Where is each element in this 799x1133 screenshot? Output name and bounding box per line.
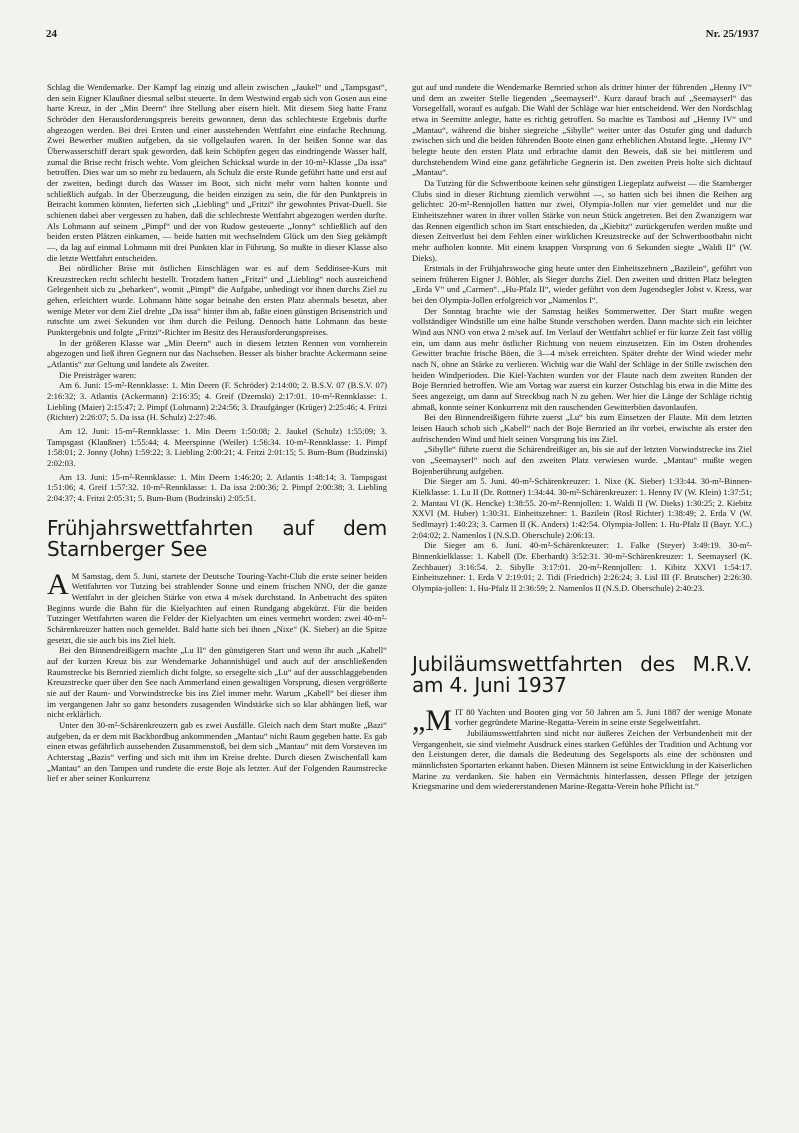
- paragraph: Unter den 30-m²-Schärenkreuzern gab es zwei Ausfälle. Gleich nach dem Start mußte „Bazi“ aufgeben, da er dem mit Backbordbug ankommenden „Mantau“ nicht Raum gegeben hatte. Es gab einen etwas gefährlich aussehenden Zusammenstoß, bei dem sich „Mantau“ mit dem Vorsteven im Achterstag „Bazis“ verfing und sich mit ihm im Kreise drehte. Durch diesen Zwischenfall kam „Mantau“ an den Tampen und rundete die erste Boje als letzter. Auf der Folgenden Raumstrecke lief er aber seiner Konkurrenz: [47, 719, 387, 784]
- article-heading: Jubiläumswettfahrten des M.R.V. am 4. Juni 1937: [412, 651, 752, 698]
- paragraph: Der Sonntag brachte wie der Samstag heißes Sommerwetter. Der Start mußte wegen vollständiger Windstille um eine halbe Stunde verschoben werden. Dann machte sich ein leichter Wind aus NNO von etwa 2 m/sek auf. Im Verlauf der Wettfahrt schlief er für kurze Zeit fast völlig ein, um dann aus mehr östlicher Richtung von neuem einzusetzen. Ein im Osten drohendes Gewitter brachte frische Böen, die 3—4 m/sek erreichten. Später drehte der Wind wieder mehr nach N, ohne an Stärke zu verlieren. Wichtig war die Wahl der Schläge in der Stille zwischen den beiden Windperioden. Die Kiel-Yachten wurden vor der Flaute nach dem zweiten Runden der Boje Bernried betroffen. Wie am Vortag war zuerst ein kurzer Ostschlag bis etwa in die Mitte des Sees angezeigt, um dann auf Streckbug nach N zu gehen. Wer hier die Länge der Schläge richtig abmaß, konnte seiner Konkurrenz mit den rauschenden Gewitterböen davonlaufen.: [412, 305, 752, 412]
- article-heading: Frühjahrswettfahrten auf dem Starnberger See: [47, 515, 387, 562]
- paragraph: Bei den Binnendreißigern führte zuerst „Lu“ bis zum Einsetzen der Flaute. Mit dem letzten leisen Hauch schob sich „Kabell“ nach der Boje Bernried an ihr vorbei, erwischte als erster den aufrischenden Wind und hielt seinen Vorsprung bis ins Ziel.: [412, 412, 752, 444]
- drop-cap: A: [47, 567, 69, 601]
- results-paragraph: Am 6. Juni: 15-m²-Rennklasse: 1. Min Deern (F. Schröder) 2:14:00; 2. B.S.V. 07 (B.S.V. 07) 2:16:32; 3. Atlantis (Ackermann) 2:16:35; 4. Greif (Dzemski) 2:17:01. 10-m²-Rennklasse: 1. Liebling (Maier) 2:15:47; 2. Pimpf (Lohmann) 2:24:56; 3. Draufgänger (Krüger) 2:25:46; 4. Fritzi (Richter) 2:26:07; 5. Da issa (H. Schulz) 2:27:46.: [47, 380, 387, 423]
- left-column: [47, 82, 387, 784]
- right-column: [412, 82, 752, 792]
- issue-number: Nr. 25/1937: [705, 28, 759, 40]
- paragraph: Die Preisträger waren:: [59, 369, 137, 380]
- paragraph: Schlag die Wendemarke. Der Kampf lag einzig und allein zwischen „Jaukel“ und „Tampsgast“, den sein Eigner Klaußner diesmal selbst steuerte. In dem Westwind ergab sich von Gosen aus eine harte Kreuz, in der „Min Deern“ ihre Stellung aber eisern hielt. Mit diesem Sieg hatte Franz Schröder den Herausforderungspreis bereits gewonnen, denn das schlechteste Ergebnis durfte abgezogen werden. Bei drei Ersten und einer ausstehenden Wettfahrt eine einfache Rechnung. Zwei Bewerber mußten aufgeben, da sie vollgelaufen waren. In der heißen Sonne war das Überwasserschiff derart spak geworden, daß kein Schöpfen gegen das eindringende Wasser half, zumal die Brise recht frisch wehte. Vom gleichen Schicksal wurde in der 10-m²-Klasse „Da issa“ betroffen. Dies war um so mehr zu bedauern, als Schulz die erste Runde geführt hatte und erst auf der zweiten, bedingt durch das Wasser im Boot, sich nicht mehr vorn halten konnte und schließlich aufgab. In der Überzeugung, die beiden einzigen zu sein, die für den Punktpreis in Betracht kommen könnten, lieferten sich „Liebling“ und „Fritzi“ ihr gewohntes Privat-Duell. Sie schienen dabei aber vergessen zu haben, daß die schlechteste Wettfahrt abgezogen werden durfte. Als Lohmann auf seinem „Pimpf“ und der von Rudow gesteuerte „Jonny“ schließlich auf den beiden ersten Plätzen einkamen, — beide hatten mit wechselndem Glück um den Sieg gekämpft —, da lag auf einmal Lohmann mit drei Punkten klar in Führung. So mußte in dieser Klasse also die letzte Wettfahrt entscheiden.: [47, 82, 387, 263]
- paragraph-text: M Samstag, dem 5. Juni, startete der Deutsche Touring-Yacht-Club die erste seiner beiden Wettfahrten vor Tutzing bei strahlender Sonne und einem frischen NNO, der die ganze Wettfahrt in der gleichen Stärke von etwa 4 m/sek durchstand. In Anbetracht des späten Beginns wurde die Bahn für die Kielyachten auf einen Rundgang abgekürzt. Für die beiden Tutzinger Wettfahrten waren die Felder der Kielyachten um eines vermehrt worden: zwei 40-m²-Schärenkreuzer hatten noch gemeldet. Bald hatte sich bei ihnen „Nixe“ (K. Sieber) an die Spitze gesetzt, die sie auch bis ins Ziel hielt.: [47, 570, 387, 645]
- results-paragraph: Am 13. Juni: 15-m²-Rennklasse: 1. Min Deern 1:46:20; 2. Atlantis 1:48:14; 3. Tampsgast 1:51:06; 4. Greif 1:57:32. 10-m²-Rennklasse: 1. Da issa 2:00:36; 2. Pimpf 2:00:38; 3. Liebling 2:04:37; 4. Fritzi 2:05:31; 5. Bum-Bum (Budzinski) 2:05:51.: [47, 471, 387, 503]
- paragraph: In der größeren Klasse war „Min Deern“ auch in diesem letzten Rennen von vornherein abgezogen und ließ ihren Gegnern nur das Nachsehen. Besser als bisher brachte Ackermann seine „Atlantis“ zur Geltung und landete als Zweiter.: [47, 337, 387, 370]
- paragraph: „Sibylle“ führte zuerst die Schärendreißiger an, bis sie auf der letzten Vorwindstrecke ins Ziel von „Seemayserl“ noch auf den zweiten Platz verwiesen wurde. „Mantau“ mußte wegen Bojenberührung aufgeben.: [412, 444, 752, 476]
- results-paragraph: Die Sieger am 6. Juni. 40-m²-Schärenkreuzer: 1. Falke (Steyer) 3:49:19. 30-m²-Binnenkielklasse: 1. Kabell (Dr. Eberhardt) 3:52:31. 30-m²-Schärenkreuzer: 1. Seemayserl (K. Zechbauer) 3:16:54. 2. Sibylle 3:17:01. 20-m²-Rennjollen: 1. Kibitz XXVI 1:54:17. Einheitszehner: 1. Erda V 2:19:01; 2. Tidi (Friedrich) 2:26:24; 3. Lisl III (F. Brutscher) 2:26:30. Olympia-jollen: 1. Hu-Pfalz II 2:36:59; 2. Namenlos II (N.S.D. Oberschule) 2:40:23.: [412, 540, 752, 593]
- page-number: 24: [46, 28, 57, 40]
- paragraph: [412, 703, 752, 737]
- paragraph: Jubiläumswettfahrten sind nicht nur äußeres Zeichen der Verbundenheit mit der Vergangenheit, sie sind vielmehr Ausdruck eines starken Gefühles der Tradition und Achtung vor den Leistungen derer, die damals die Bedeutung des Segelsports als eine der schönsten und männlichsten Sportarten erkannt haben. Diesen Männern ist seine Entwicklung in der Kaiserlichen Marine zu verdanken. Sie haben ein Vermächtnis hinterlassen, dessen Pflege der jetzigen Kriegsmarine und dem wiedererstandenen Marine-Regatta-Verein hohe Pflicht ist.“: [412, 728, 752, 792]
- paragraph-text: IT 80 Yachten und Booten ging vor 50 Jahren am 5. Juni 1887 der wenige Monate vorher gegründete Marine-Regatta-Verein in seine erste Segelwettfahrt.: [455, 706, 752, 728]
- results-paragraph: Die Sieger am 5. Juni. 40-m²-Schärenkreuzer: 1. Nixe (K. Sieber) 1:33:44. 30-m²-Binnen-Kielklasse: 1. Lu II (Dr. Rottner) 1:34:44. 30-m²-Schärenkreuzer: 1. Henny IV (W. Klein) 1:37:51; 2. Mantau VI (K. Hencke) 1:38:55. 20-m²-Rennjollen: 1. Waldi II (W. Dieks) 1:30:25; 2. Kiebitz XXVI (M. Huber) 1:30:31. Einheitszehner: 1. Bazilein (Rosl Richter) 1:38:49; 2. Erda V (W. Sedlmayr) 1:40:23; 3. Carmen II (K. Anders) 1:42:54. Olympia-Jollen: 1. Hu-Pfalz II (Bayr. Y.C.) 2:04:02; 2. Namenlos I (N.S.D. Oberschule) 2:06:13.: [412, 476, 752, 540]
- paragraph: Erstmals in der Frühjahrswoche ging heute unter den Einheitszehnern „Bazilein“, geführt von seinem früheren Eigner J. Böhler, als Sieger durchs Ziel. Den zweiten und dritten Platz belegten „Erda V“ und „Carmen“. „Hu-Pfalz II“, wieder geführt von dem Jugendsegler Jobst v. Kress, war bei den Olympia-Jollen erfolgreich vor „Namenlos I“.: [412, 263, 752, 306]
- paragraph: Da Tutzing für die Schwertboote keinen sehr günstigen Liegeplatz aufweist — die Starnberger Clubs sind in dieser Richtung ziemlich verwöhnt —, so hatten sich bei ihnen die Reihen arg gelichtet: 20-m²-Rennjollen hatten nur zwei, Olympia-Jollen nur vier gemeldet und nur die Einheitszehner waren in ihrer vollen Stärke von neun Stück angetreten. Bei den Zwanzigern war das Rennen eigentlich schon im Start entschieden, da „Kiebitz“ zurückgerufen werden mußte und diesen Zeitverlust bei dem Fehlen einer wirklichen Kreuzstrecke auf der Schwertbootbahn nicht mehr aufholen konnte. Mit einem knappen Vorsprung von 6 Sekunden siegte „Waldi II“ (W. Dieks).: [412, 177, 752, 263]
- paragraph: gut auf und rundete die Wendemarke Bernried schon als dritter hinter der führenden „Henny IV“ und dem an zweiter Stelle liegenden „Seemayserl“. Kurz darauf brach auf „Seemayserl“ das Vorsegelfall, worauf es aufgab. Die Wahl der Schläge war hier entscheidend. Wer den Nordschlag etwa in Seemitte anlegte, hatte es richtig getroffen. So machte es Tambosi auf „Henny IV“ und „Mantau“, während die bisher siegreiche „Sibylle“ weiter unter das Ostufer ging und dadurch zwischen sich und die beiden führenden Boote einen ganz erheblichen Abstand legte. „Henny IV“ belegte heute den ersten Platz und erbrachte damit den Beweis, daß sie bei mittlerem und durchstehendem Wind eine ganz gefährliche Gegnerin ist. Den zweiten Preis holte sich dichtauf „Mantau“.: [412, 82, 752, 178]
- drop-cap: „M: [412, 703, 452, 737]
- paragraph: Bei den Binnendreißigern machte „Lu II“ den günstigeren Start und wenn ihr auch „Kabell“ auf der kurzen Kreuz bis zur Wendemarke Johannishügel und auch auf der anschließenden Raumstrecke bis Bernried ziemlich dicht folgte, so ersegelte sich „Lu“ auf der ausschlaggebenden Kreuzstrecke quer über den See nach Ammerland einen gewaltigen Vorsprung, diesen vergrößerte sie auf der Raum- und Vorwindstrecke bis ins Ziel immer mehr. Warum „Kabell“ bei dieser ihm im vergangenen Jahr so ganz besonders zusagenden Windstärke sich so klar abhängen ließ, war nicht erklärlich.: [47, 645, 387, 720]
- paragraph: [47, 567, 387, 646]
- paragraph: Bei nördlicher Brise mit östlichen Einschlägen war es auf dem Seddinsee-Kurs mit Kreuzstrecken recht schlecht bestellt. Trotzdem hatten „Fritzi“ und „Liebling“ noch ausreichend Gelegenheit sich zu „beharken“, womit „Pimpf“ die Aufgabe, unbedingt vor ihnen durchs Ziel zu gehen, erleichtert wurde. Lohmann hätte sogar beinahe den ersten Platz abermals besetzt, aber wenige Meter vor dem Ziel drehte „Da issa“ hinter ihm ab, faßte einen günstigen Brisenstrich und rutschte um zwei Sekunden vor ihm durch die Peilung. Dennoch hatte Lohmann das beste Punktergebnis und folgte „Fritzi“-Richter im Besitz des Herausforderungspreises.: [47, 263, 387, 338]
- results-paragraph: Am 12. Juni: 15-m²-Rennklasse: 1. Min Deern 1:50:08; 2. Jaukel (Schulz) 1:55:09; 3. Tampsgast (Klaußner) 1:55:44; 4. Meerspinne (Weiler) 1:56:34. 10-m²-Rennklasse: 1. Pimpf 1:58:01; 2. Jonny (John) 1:59:22; 3. Liebling 2:00:21; 4. Fritzi 2:01:15; 5. Bum-Bum (Budzinski) 2:02:03.: [47, 426, 387, 468]
